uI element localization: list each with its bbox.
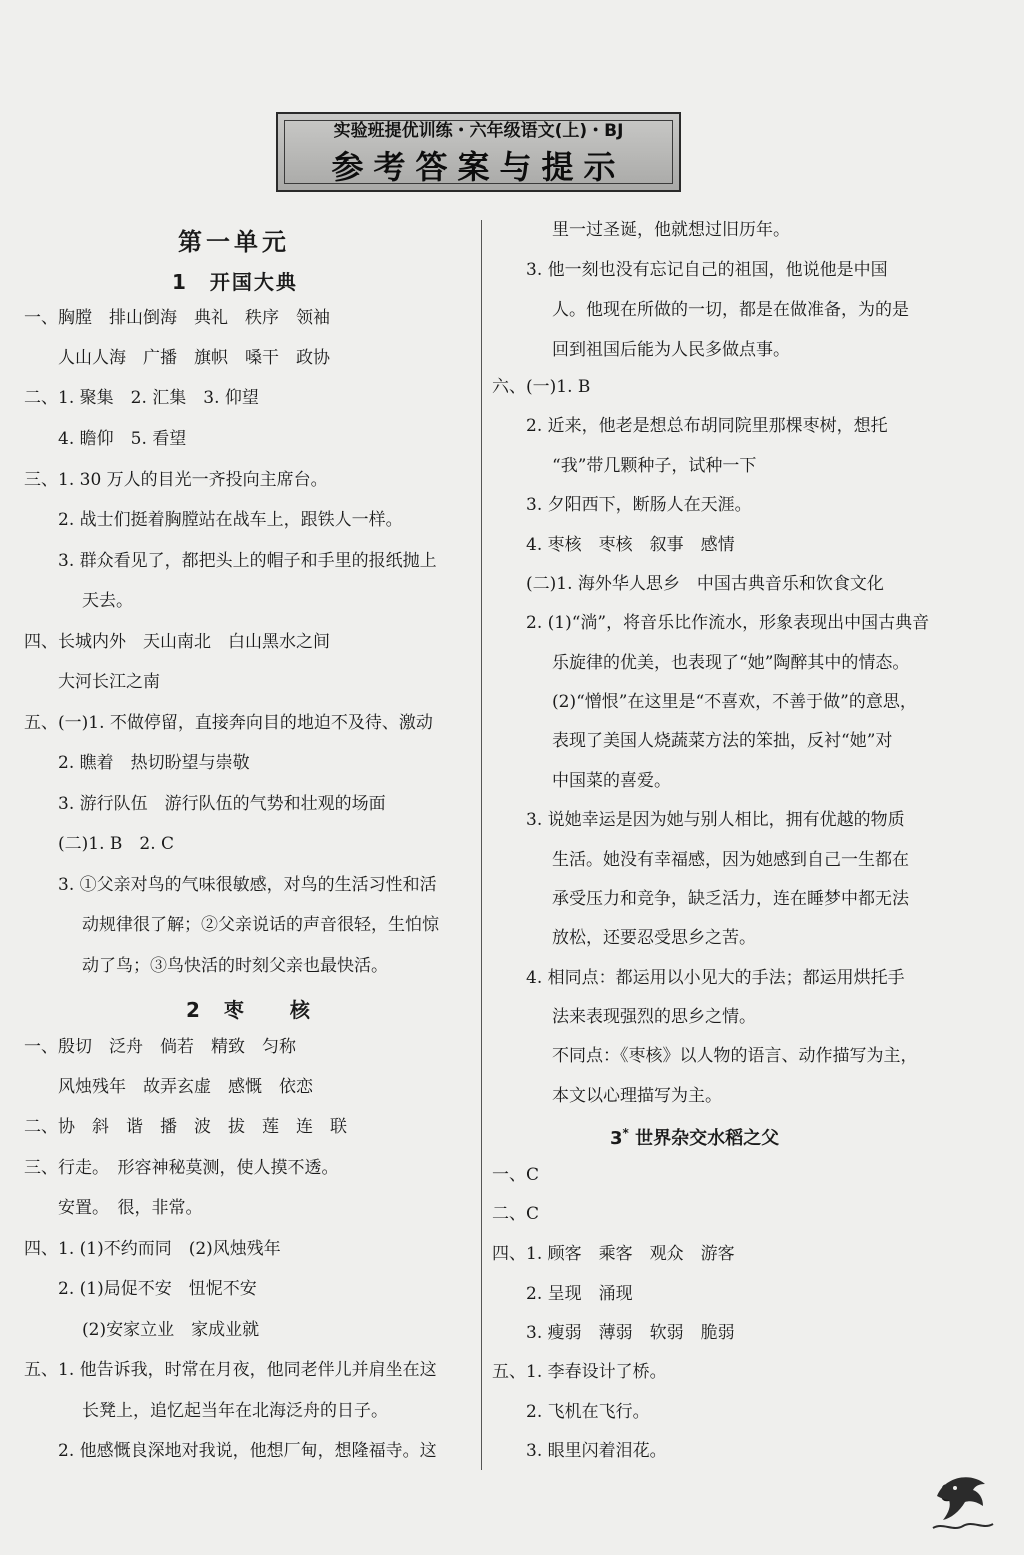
answer-line: 承受压力和竞争，缺乏活力，连在睡梦中都无法 xyxy=(552,889,909,909)
answer-line: 四、长城内外 天山南北 白山黑水之间 xyxy=(24,632,330,652)
answer-line: 回到祖国后能为人民多做点事。 xyxy=(552,340,790,360)
answer-line: 风烛残年 故弄玄虚 感慨 依恋 xyxy=(58,1077,313,1097)
answer-line: (2)安家立业 家成业就 xyxy=(82,1320,260,1340)
answer-line: 安置。 很，非常。 xyxy=(58,1198,203,1218)
answer-line: (二)1. B 2. C xyxy=(58,834,175,854)
answer-line: 动了鸟；③鸟快活的时刻父亲也最快活。 xyxy=(82,956,388,976)
answer-line: 天去。 xyxy=(82,591,133,611)
answer-line: 一、胸膛 排山倒海 典礼 秩序 领袖 xyxy=(24,308,330,328)
answer-line: 3. 瘦弱 薄弱 软弱 脆弱 xyxy=(526,1323,735,1343)
lesson-3-number: 3 xyxy=(610,1128,623,1149)
header-subtitle: 实验班提优训练・六年级语文(上)・BJ xyxy=(333,121,624,141)
answer-line: 六、(一)1. B xyxy=(492,377,591,397)
column-divider xyxy=(481,220,482,1470)
answer-line: 人。他现在所做的一切，都是在做准备，为的是 xyxy=(552,300,909,320)
answer-line: 表现了美国人烧蔬菜方法的笨拙，反衬“她”对 xyxy=(552,731,893,751)
answer-line: 3. 游行队伍 游行队伍的气势和壮观的场面 xyxy=(58,794,386,814)
answer-line: 五、1. 他告诉我，时常在月夜，他同老伴儿并肩坐在这 xyxy=(24,1360,437,1380)
answer-line: 放松，还要忍受思乡之苦。 xyxy=(552,928,756,948)
answer-line: 4. 枣核 枣核 叙事 感情 xyxy=(526,535,735,555)
answer-line: 2. 他感慨良深地对我说，他想厂甸，想隆福寺。这 xyxy=(58,1441,437,1461)
answer-line: 长凳上，追忆起当年在北海泛舟的日子。 xyxy=(82,1401,388,1421)
answer-line: 二、C xyxy=(492,1204,540,1224)
lesson-3-mark: * xyxy=(622,1126,629,1140)
answer-line: 3. 群众看见了，都把头上的帽子和手里的报纸抛上 xyxy=(58,551,437,571)
answer-line: 三、行走。 形容神秘莫测，使人摸不透。 xyxy=(24,1158,339,1178)
answer-line: 2. 飞机在飞行。 xyxy=(526,1402,650,1422)
lesson-3-title xyxy=(610,1124,779,1150)
answer-line: 里一过圣诞，他就想过旧历年。 xyxy=(552,220,790,240)
answer-line: 4. 瞻仰 5. 看望 xyxy=(58,429,187,449)
answer-line: 3. 夕阳西下，断肠人在天涯。 xyxy=(526,495,752,515)
answer-line: 不同点：《枣核》以人物的语言、动作描写为主， xyxy=(552,1046,918,1066)
answer-line: 乐旋律的优美，也表现了“她”陶醉其中的情态。 xyxy=(552,653,910,673)
answer-line: 一、C xyxy=(492,1165,540,1185)
answer-line: 法来表现强烈的思乡之情。 xyxy=(552,1007,756,1027)
answer-line: 三、1. 30 万人的目光一齐投向主席台。 xyxy=(24,470,328,490)
lesson-1-title: 1 开国大典 xyxy=(172,270,298,294)
answer-line: 五、(一)1. 不做停留，直接奔向目的地迫不及待、激动 xyxy=(24,713,433,733)
answer-line: 2. (1)“淌”，将音乐比作流水，形象表现出中国古典音 xyxy=(526,613,930,633)
answer-line: 3. 眼里闪着泪花。 xyxy=(526,1441,667,1461)
answer-line: 2. (1)局促不安 忸怩不安 xyxy=(58,1279,257,1299)
answer-line: 本文以心理描写为主。 xyxy=(552,1086,722,1106)
answer-header-box xyxy=(276,112,681,192)
answer-line: 2. 呈现 涌现 xyxy=(526,1284,633,1304)
answer-line: 生活。她没有幸福感，因为她感到自己一生都在 xyxy=(552,850,909,870)
answer-line: 二、协 斜 谐 播 波 拔 莲 连 联 xyxy=(24,1117,347,1137)
dolphin-icon xyxy=(925,1462,997,1534)
answer-line: 动规律很了解；②父亲说话的声音很轻，生怕惊 xyxy=(82,915,439,935)
answer-line: 四、1. 顾客 乘客 观众 游客 xyxy=(492,1244,735,1264)
answer-line: 2. 瞧着 热切盼望与崇敬 xyxy=(58,753,250,773)
answer-line: 3. 说她幸运是因为她与别人相比，拥有优越的物质 xyxy=(526,810,905,830)
answer-line: (2)“憎恨”在这里是“不喜欢，不善于做”的意思， xyxy=(552,692,917,712)
answer-line: 二、1. 聚集 2. 汇集 3. 仰望 xyxy=(24,388,259,408)
answer-line: 4. 相同点：都运用以小见大的手法；都运用烘托手 xyxy=(526,968,905,988)
answer-line: 一、殷切 泛舟 倘若 精致 匀称 xyxy=(24,1037,296,1057)
answer-line: 2. 战士们挺着胸膛站在战车上，跟铁人一样。 xyxy=(58,510,403,530)
answer-line: 3. ①父亲对鸟的气味很敏感，对鸟的生活习性和活 xyxy=(58,875,437,895)
answer-line: 2. 近来，他老是想总布胡同院里那棵枣树，想托 xyxy=(526,416,888,436)
answer-line: 人山人海 广播 旗帜 嗓干 政协 xyxy=(58,348,330,368)
answer-line: 3. 他一刻也没有忘记自己的祖国，他说他是中国 xyxy=(526,260,888,280)
answer-line: (二)1. 海外华人思乡 中国古典音乐和饮食文化 xyxy=(526,574,884,594)
answer-line: 四、1. (1)不约而同 (2)风烛残年 xyxy=(24,1239,281,1259)
answer-line: “我”带几颗种子，试种一下 xyxy=(552,456,757,476)
answer-line: 大河长江之南 xyxy=(58,672,160,692)
unit-title: 第一单元 xyxy=(178,228,290,256)
answer-line: 五、1. 李春设计了桥。 xyxy=(492,1362,667,1382)
lesson-3-name: 世界杂交水稻之父 xyxy=(635,1128,780,1149)
answer-line: 中国菜的喜爱。 xyxy=(552,771,671,791)
lesson-2-title: 2 枣 核 xyxy=(186,998,312,1022)
header-title: 参考答案与提示 xyxy=(331,148,626,186)
